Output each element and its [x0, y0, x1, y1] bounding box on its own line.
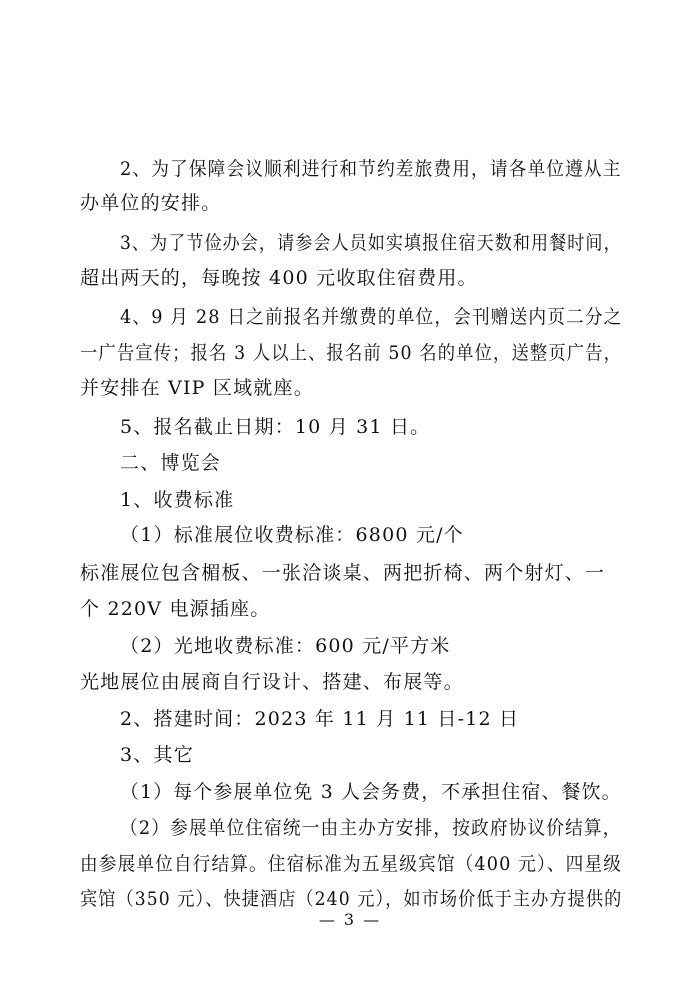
text-line-3: 3、为了节俭办会，请参会人员如实填报住宿天数和用餐时间， — [120, 232, 622, 254]
text-line-15: 光地展位由展商自行设计、搭建、布展等。 — [80, 671, 464, 693]
text-line-21: 宾馆（350 元）、快捷酒店（240 元），如市场价低于主办方提供的 — [80, 888, 623, 910]
text-line-1: 2、为了保障会议顺利进行和节约差旅费用，请各单位遵从主 — [120, 158, 622, 180]
text-line-14: （2）光地收费标准：600 元/平方米 — [120, 635, 451, 657]
page-number: — 3 — — [318, 910, 382, 929]
subheading-fee-standard: 1、收费标准 — [120, 489, 235, 511]
text-line-4: 超出两天的，每晚按 400 元收取住宿费用。 — [80, 267, 478, 289]
text-line-8: 5、报名截止日期：10 月 31 日。 — [120, 416, 431, 438]
subheading-other: 3、其它 — [120, 744, 194, 766]
text-line-13: 个 220V 电源插座。 — [80, 598, 271, 620]
text-line-11: （1）标准展位收费标准：6800 元/个 — [120, 524, 464, 546]
text-line-19: （2）参展单位住宿统一由主办方安排，按政府协议价结算， — [120, 817, 622, 839]
text-line-18: （1）每个参展单位免 3 人会务费，不承担住宿、餐饮。 — [120, 781, 622, 803]
text-line-2: 办单位的安排。 — [80, 192, 222, 214]
text-line-16: 2、搭建时间：2023 年 11 月 11 日-12 日 — [120, 708, 520, 730]
text-line-7: 并安排在 VIP 区域就座。 — [80, 377, 314, 399]
text-line-5: 4、9 月 28 日之前报名并缴费的单位，会刊赠送内页二分之 — [120, 306, 623, 328]
text-line-6: 一广告宣传；报名 3 人以上、报名前 50 名的单位，送整页广告， — [80, 342, 623, 364]
text-line-20: 由参展单位自行结算。住宿标准为五星级宾馆（400 元）、四星级 — [80, 853, 623, 875]
text-line-12: 标准展位包含楣板、一张洽谈桌、两把折椅、两个射灯、一 — [80, 562, 606, 584]
section-heading-expo: 二、博览会 — [120, 452, 222, 474]
